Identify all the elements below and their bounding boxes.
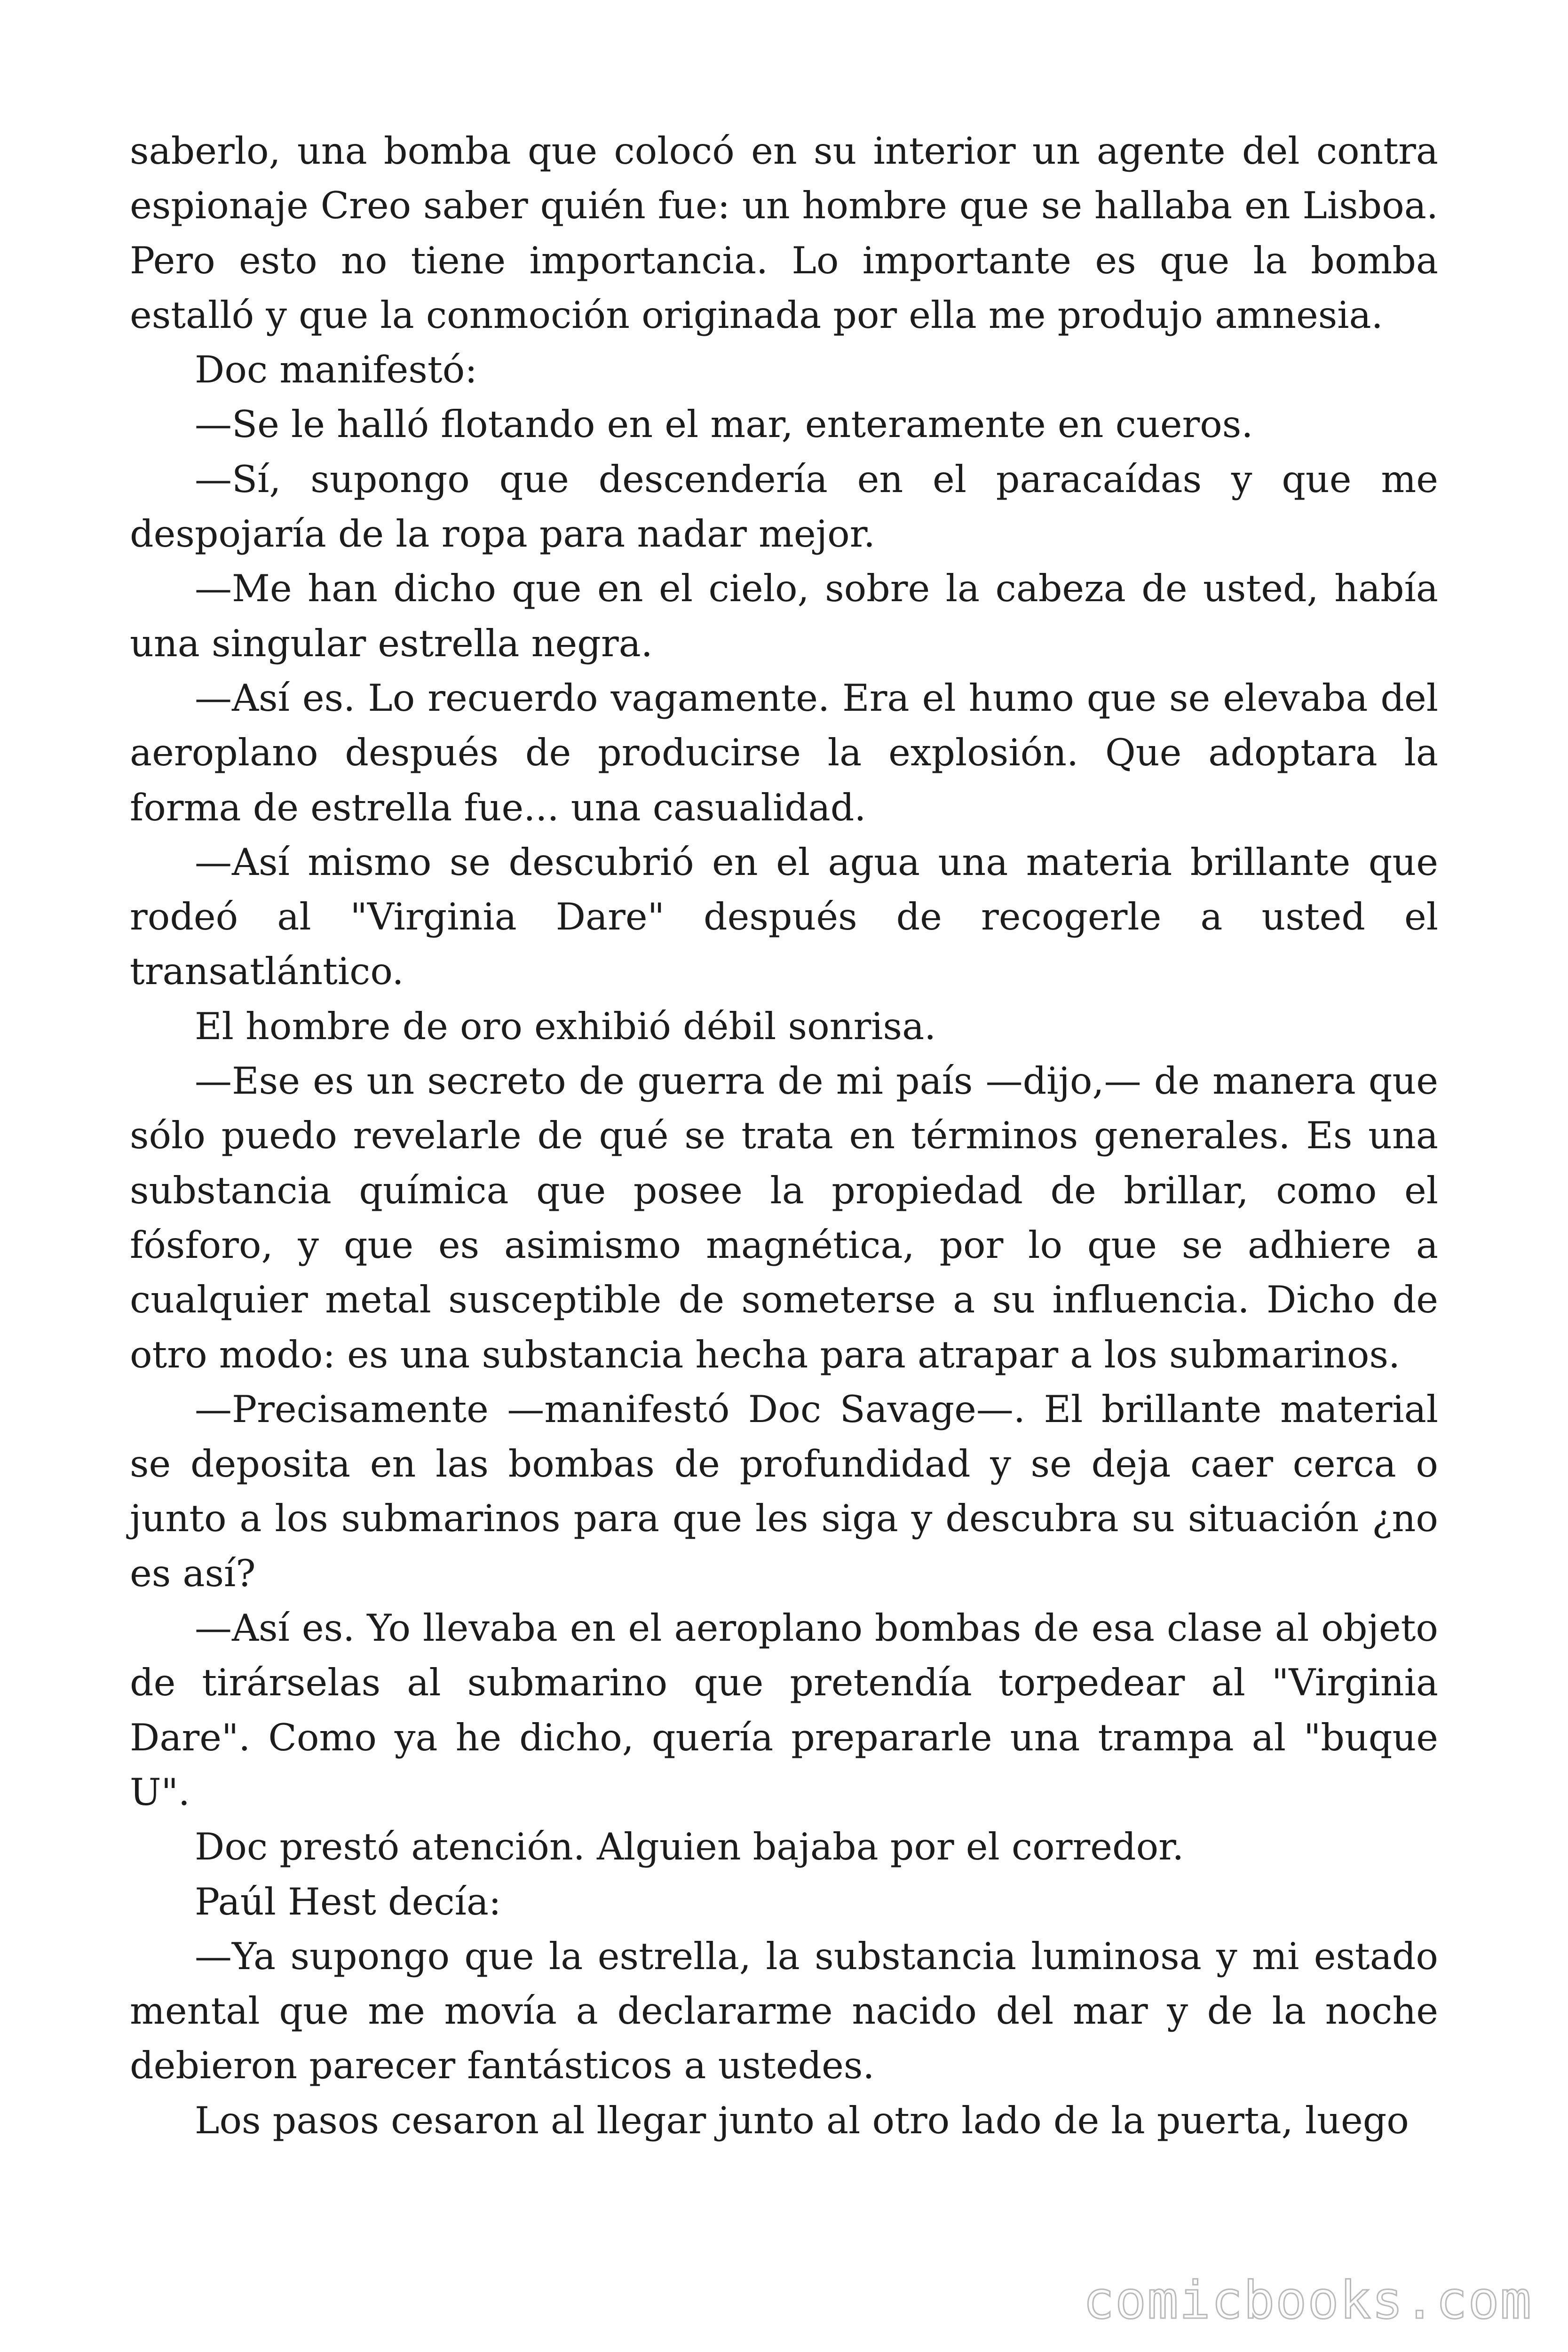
paragraph-15: Los pasos cesaron al llegar junto al otro lado de la puerta, luego (195, 2098, 1409, 2142)
paragraph-8: El hombre de oro exhibió débil sonrisa. (195, 1004, 936, 1048)
watermark: comicbooks.com (1083, 2270, 1532, 2330)
paragraph-9: —Ese es un secreto de guerra de mi país —dijo,— de manera que sólo puedo revelarle de qué se trata en términos generales. Es una substancia química que posee la propiedad de brillar, como el fósforo, y que es asimismo magnética, por lo que se adhiere a cualquier metal susceptible de someterse a su influencia. Dicho de otro modo: es una substancia hecha para atrapar a los submarinos. (130, 1059, 1438, 1376)
paragraph-6: —Así es. Lo recuerdo vagamente. Era el humo que se elevaba del aeroplano después de producirse la explosión. Que adoptara la forma de estrella fue... una casualidad. (130, 676, 1438, 829)
paragraph-1: saberlo, una bomba que colocó en su interior un agente del contra espionaje Creo saber quién fue: un hombre que se hallaba en Lisboa. Pero esto no tiene importancia. Lo importante es que la bomba estalló y que la conmoción originada por ella me produjo amnesia. (130, 129, 1438, 337)
paragraph-5: —Me han dicho que en el cielo, sobre la cabeza de usted, había una singular estrella negra. (130, 567, 1438, 665)
paragraph-14: —Ya supongo que la estrella, la substancia luminosa y mi estado mental que me movía a declararme nacido del mar y de la noche debieron parecer fantásticos a ustedes. (130, 1934, 1438, 2088)
paragraph-2: Doc manifestó: (195, 348, 477, 392)
paragraph-4: —Sí, supongo que descendería en el paracaídas y que me despojaría de la ropa para nadar mejor. (130, 457, 1438, 556)
paragraph-3: —Se le halló flotando en el mar, enteramente en cueros. (195, 403, 1253, 446)
paragraph-11: —Así es. Yo llevaba en el aeroplano bombas de esa clase al objeto de tirárselas al submarino que pretendía torpedear al "Virginia Dare". Como ya he dicho, quería prepararle una trampa al "buque U". (130, 1606, 1438, 1814)
paragraph-10: —Precisamente —manifestó Doc Savage—. El brillante material se deposita en las bombas de profundidad y se deja caer cerca o junto a los submarinos para que les siga y descubra su situación ¿no es así? (130, 1387, 1438, 1595)
paragraph-7: —Así mismo se descubrió en el agua una materia brillante que rodeó al "Virginia Dare" después de recogerle a usted el transatlántico. (130, 840, 1438, 993)
paragraph-12: Doc prestó atención. Alguien bajaba por el corredor. (195, 1825, 1184, 1869)
page-body (130, 124, 1438, 2148)
paragraph-13: Paúl Hest decía: (195, 1880, 501, 1923)
